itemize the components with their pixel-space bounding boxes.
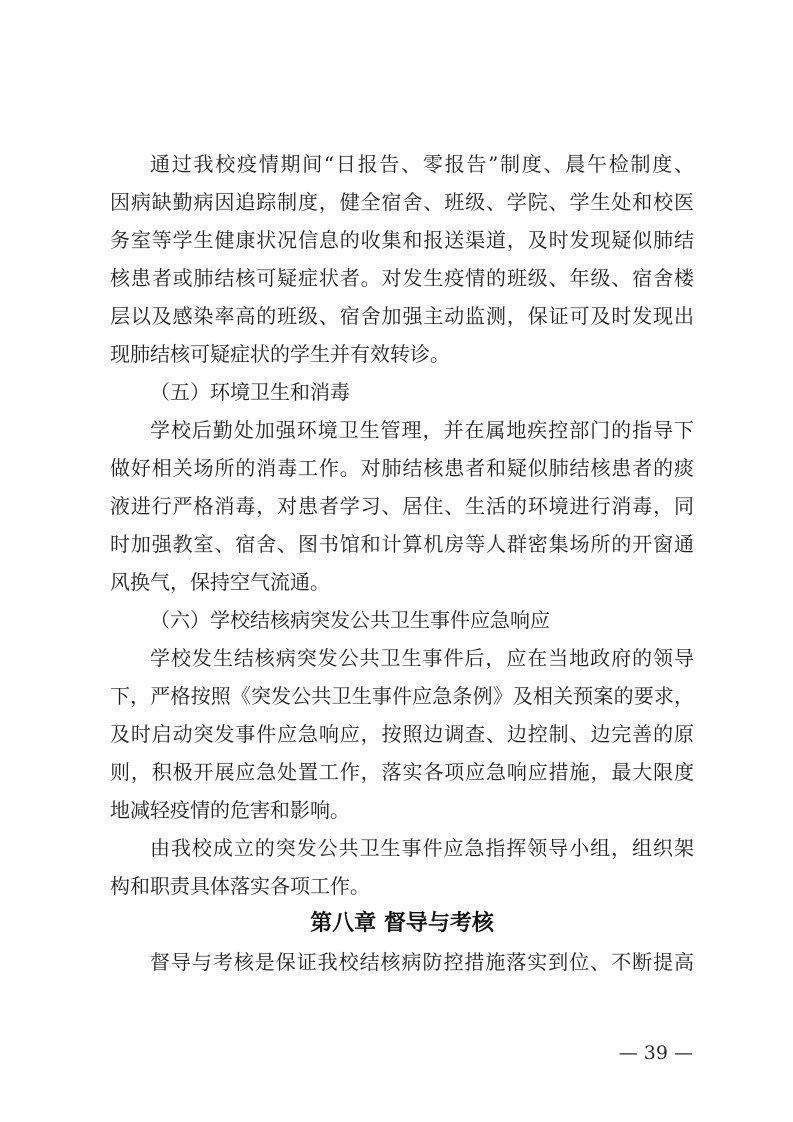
section-heading-5: （五）环境卫生和消毒 [150,380,350,404]
body-line: 液进行严格消毒，对患者学习、居住、生活的环境进行消毒，同 [110,494,694,518]
body-line: 层以及感染率高的班级、宿舍加强主动监测，保证可及时发现出 [110,304,694,328]
body-line: 及时启动突发事件应急响应，按照边调查、边控制、边完善的原 [110,722,694,746]
body-line: 学校发生结核病突发公共卫生事件后，应在当地政府的领导 [150,646,694,670]
chapter-heading: 第八章 督导与考核 [310,911,494,936]
page-number: — 39 — [618,1042,693,1064]
body-line: 学校后勤处加强环境卫生管理，并在属地疾控部门的指导下 [150,418,694,442]
body-line: 风换气，保持空气流通。 [110,570,330,594]
body-line: 由我校成立的突发公共卫生事件应急指挥领导小组，组织架 [150,836,694,860]
body-line: 务室等学生健康状况信息的收集和报送渠道，及时发现疑似肺结 [110,228,694,252]
body-line: 地减轻疫情的危害和影响。 [110,798,350,822]
body-line: 核患者或肺结核可疑症状者。对发生疫情的班级、年级、宿舍楼 [110,266,694,290]
body-line: 督导与考核是保证我校结核病防控措施落实到位、不断提高 [150,950,694,974]
body-line: 因病缺勤病因追踪制度，健全宿舍、班级、学院、学生处和校医 [110,190,694,214]
body-line: 构和职责具体落实各项工作。 [110,874,370,898]
body-line: 现肺结核可疑症状的学生并有效转诊。 [110,342,450,366]
body-line: 则，积极开展应急处置工作，落实各项应急响应措施，最大限度 [110,760,694,784]
body-line: 时加强教室、宿舍、图书馆和计算机房等人群密集场所的开窗通 [110,532,694,556]
body-line: 做好相关场所的消毒工作。对肺结核患者和疑似肺结核患者的痰 [110,456,694,480]
body-line: 通过我校疫情期间“日报告、零报告”制度、晨午检制度、 [150,152,694,176]
section-heading-6: （六）学校结核病突发公共卫生事件应急响应 [150,608,550,632]
text-block [110,145,694,981]
body-line: 下，严格按照《突发公共卫生事件应急条例》及相关预案的要求， [110,684,694,708]
